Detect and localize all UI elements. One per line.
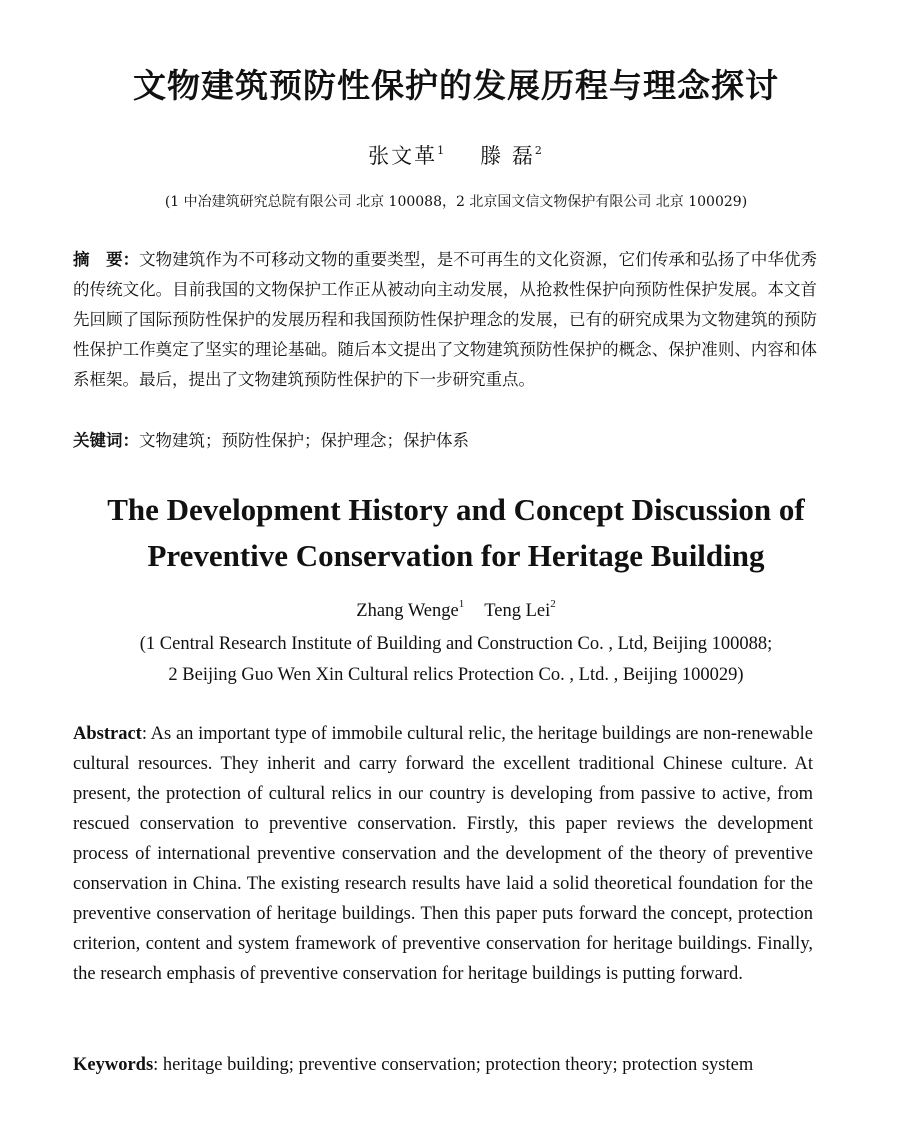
chinese-author-1: 张文革: [368, 144, 438, 168]
english-title: [0, 487, 912, 579]
chinese-abstract-label: 摘 要：: [73, 250, 140, 269]
english-author-2: Teng Lei: [484, 601, 551, 621]
english-author-2-affiliation-mark: 2: [550, 598, 556, 610]
english-abstract-label: Abstract: [73, 724, 142, 744]
chinese-title: 文物建筑预防性保护的发展历程与理念探讨: [133, 66, 779, 105]
chinese-abstract-text: 文物建筑作为不可移动文物的重要类型，是不可再生的文化资源，它们传承和弘扬了中华优秀的传统文化。目前我国的文物保护工作正从被动向主动发展，从抢救性保护向预防性保护发展。本文首先回顾了国际预防性保护的发展历程和我国预防性保护理念的发展，已有的研究成果为文物建筑的预防性保护工作奠定了坚实的理论基础。随后本文提出了文物建筑预防性保护的概念、保护准则、内容和体系框架。最后，提出了文物建筑预防性保护的下一步研究重点。: [73, 250, 818, 389]
english-affiliation-line-2: 2 Beijing Guo Wen Xin Cultural relics Protection Co. , Ltd. , Beijing 100029): [168, 665, 744, 685]
english-affiliation: [0, 629, 912, 691]
english-affiliation-line-1: (1 Central Research Institute of Building and Construction Co. , Ltd, Beijing 100088;: [139, 634, 773, 654]
chinese-affiliation: (1 中冶建筑研究总院有限公司 北京 100088，2 北京国文信文物保护有限公司 北京 100029): [164, 194, 748, 210]
english-author-1-affiliation-mark: 1: [458, 598, 465, 610]
english-title-line-1: The Development History and Concept Discussion of: [107, 492, 805, 527]
english-author-1: Zhang Wenge: [356, 601, 459, 621]
english-keywords-text: : heritage building; preventive conservation; protection theory; protection system: [153, 1055, 754, 1075]
chinese-authors: [0, 140, 912, 170]
english-abstract-text: : As an important type of immobile cultural relic, the heritage buildings are non-renewable cultural resources. They inherit and carry forward the excellent traditional Chinese culture. At present, the protection of cultural relics in our country is developing from passive to active, from rescued conservation to preventive conservation. Firstly, this paper reviews the development process of international preventive conservation and the development of the theory of preventive conservation in China. The existing research results have laid a solid theoretical foundation for the preventive conservation of heritage buildings. Then this paper puts forward the concept, protection criterion, content and system framework of preventive conservation for heritage buildings. Finally, the research emphasis of preventive conservation for heritage buildings is putting forward.: [73, 724, 813, 984]
chinese-author-1-affiliation-mark: 1: [437, 144, 447, 157]
chinese-author-2-affiliation-mark: 2: [534, 144, 544, 157]
chinese-abstract: [73, 245, 817, 395]
english-keywords-label: Keywords: [73, 1055, 154, 1075]
english-authors: [0, 598, 912, 622]
english-abstract: [73, 719, 813, 989]
chinese-keywords-label: 关键词：: [73, 431, 139, 450]
chinese-keywords: [73, 426, 817, 456]
english-title-line-2: Preventive Conservation for Heritage Building: [147, 538, 765, 573]
chinese-author-2: 滕 磊: [480, 144, 535, 168]
english-keywords: [73, 1050, 813, 1080]
chinese-keywords-text: 文物建筑；预防性保护；保护理念；保护体系: [139, 431, 469, 450]
